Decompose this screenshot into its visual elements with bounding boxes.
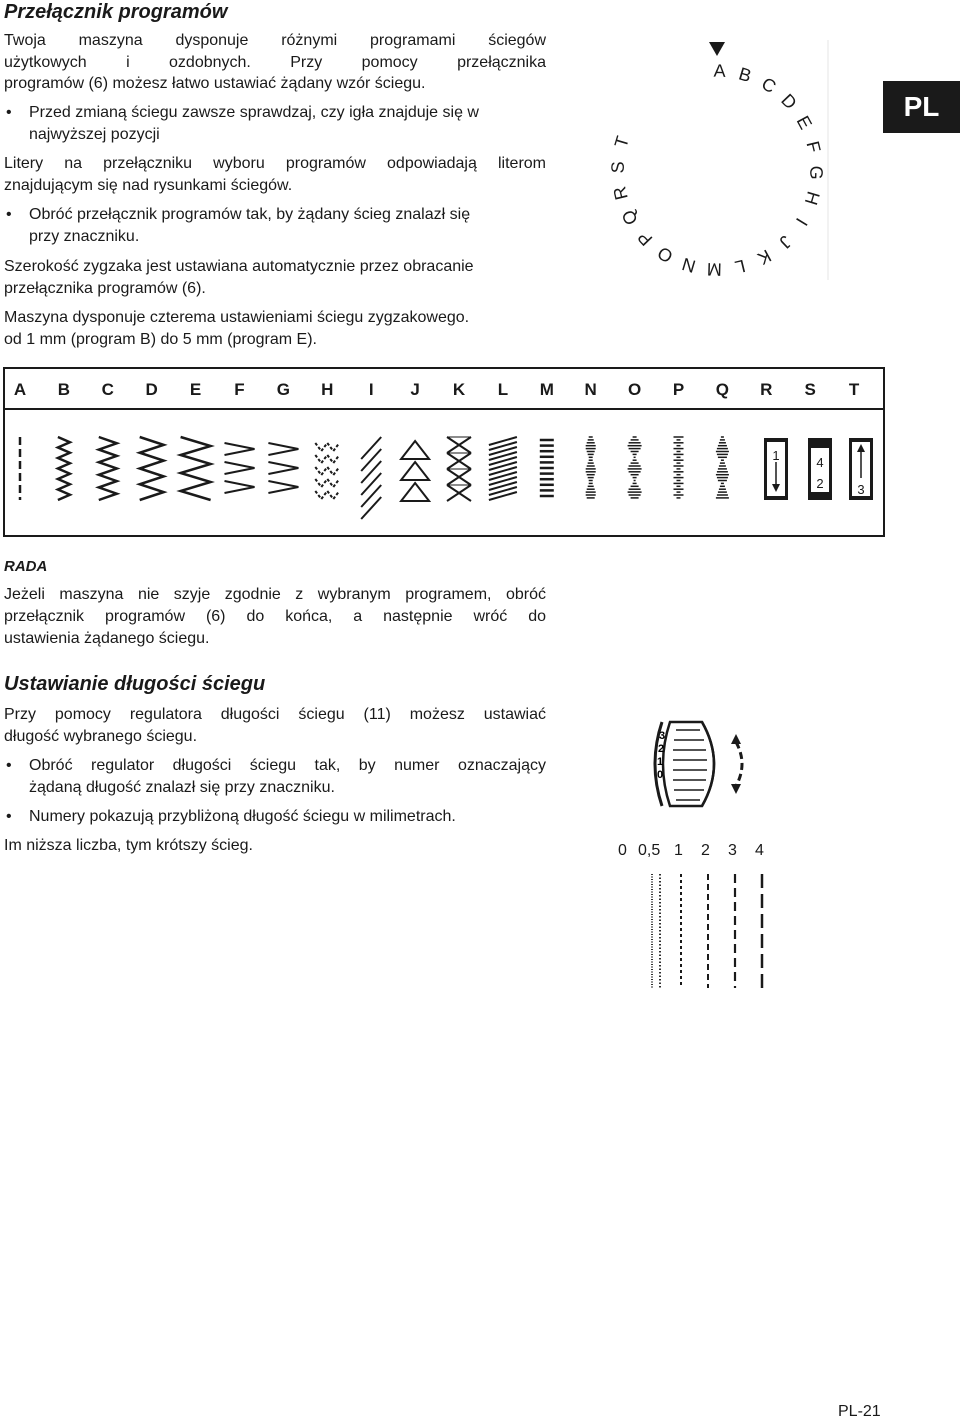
stitch-pattern-M xyxy=(540,440,554,496)
column-header-K: K xyxy=(452,380,466,399)
dial-letter-P: P xyxy=(633,227,657,250)
bullet-needle-position: Przed zmianą ściegu zawsze sprawdzaj, czy igła znajduje się w xyxy=(29,104,479,121)
bullet-dot: • xyxy=(6,808,12,825)
stitch-pattern-D xyxy=(140,437,164,500)
column-header-I: I xyxy=(368,380,374,399)
pattern-box-R xyxy=(764,438,788,500)
dial-letter-B: B xyxy=(736,63,754,87)
column-header-R: R xyxy=(760,380,773,399)
dial-letter-K: K xyxy=(754,245,775,269)
column-header-E: E xyxy=(189,380,202,399)
pattern-box-S xyxy=(808,438,832,500)
dial-letter-D: D xyxy=(777,90,801,114)
column-header-H: H xyxy=(321,380,334,399)
column-header-M: M xyxy=(539,380,554,399)
column-header-A: A xyxy=(13,380,27,399)
dial-letter-Q: Q xyxy=(617,206,642,229)
stitch-pattern-F xyxy=(225,443,255,493)
column-header-F: F xyxy=(234,380,245,399)
column-header-L: L xyxy=(497,380,509,399)
dial-letter-L: L xyxy=(732,255,748,278)
bullet-turn-selector: Obróć przełącznik programów tak, by żądany ścieg znalazł się xyxy=(29,206,471,223)
dial-letter-G: G xyxy=(806,165,827,180)
dial-letter-M: M xyxy=(706,259,723,280)
column-header-S: S xyxy=(804,380,816,399)
stitch-pattern-L xyxy=(489,437,517,500)
language-badge: PL xyxy=(883,81,960,133)
shorter-stitch-note: Im niższa liczba, tym krótszy ścieg. xyxy=(4,837,253,854)
column-header-D: D xyxy=(145,380,158,399)
program-selector-dial xyxy=(600,30,835,285)
dial-letter-A: A xyxy=(713,60,726,81)
zigzag-width-paragraph: Szerokość zygzaka jest ustawiana automatycznie przez obracanie xyxy=(4,258,474,275)
bullet-dot: • xyxy=(6,206,12,223)
tip-label: RADA xyxy=(4,558,48,575)
bullet-turn-selector: przy znaczniku. xyxy=(29,228,140,245)
length-label: 4 xyxy=(755,842,764,859)
pattern-number: 4 xyxy=(816,455,824,470)
section-title-stitch-length: Ustawianie długości ściegu xyxy=(4,673,266,695)
intro-paragraph-line: Twoja maszyna dysponuje różnymi programami ściegów xyxy=(4,32,546,49)
dial-letter-J: J xyxy=(775,231,796,253)
letters-paragraph-line: Litery na przełączniku wyboru programów odpowiadają literom xyxy=(4,155,546,172)
dial-letter-C: C xyxy=(758,73,780,98)
dial-letter-H: H xyxy=(800,189,824,208)
dial-letter-E: E xyxy=(792,112,816,133)
length-label: 2 xyxy=(701,842,710,859)
stitch-pattern-K xyxy=(447,437,471,501)
length-paragraph-line: Przy pomocy regulatora długości ściegu (11) możesz ustawiać xyxy=(4,706,546,723)
dial-letter-T: T xyxy=(610,133,633,150)
length-label: 1 xyxy=(674,842,683,859)
pattern-number: 2 xyxy=(816,476,824,491)
column-header-O: O xyxy=(627,380,642,399)
dial-letter-N: N xyxy=(679,253,698,277)
stitch-pattern-table xyxy=(0,365,886,537)
tip-text-line: Jeżeli maszyna nie szyje zgodnie z wybranym programem, obróć xyxy=(4,586,546,603)
column-header-C: C xyxy=(101,380,114,399)
dial-letter-O: O xyxy=(653,242,677,267)
length-dial-number: 2 xyxy=(657,743,665,755)
stitch-pattern-J xyxy=(401,441,429,501)
column-header-Q: Q xyxy=(715,380,730,399)
letters-paragraph-line: znajdującym się nad rysunkami ściegów. xyxy=(4,177,293,194)
bullet-needle-position: najwyższej pozycji xyxy=(29,126,160,143)
stitch-pattern-E xyxy=(181,437,211,500)
stitch-length-scale xyxy=(612,842,772,992)
pattern-box-T xyxy=(849,438,873,500)
column-header-J: J xyxy=(410,380,420,399)
dial-letter-I: I xyxy=(791,214,812,230)
length-dial-number: 3 xyxy=(658,730,666,742)
stitch-pattern-Q xyxy=(716,437,729,498)
stitch-pattern-I xyxy=(361,437,381,519)
length-paragraph-line: długość wybranego ściegu. xyxy=(4,728,198,745)
stitch-pattern-O xyxy=(628,437,642,498)
section-title-program-selector: Przełącznik programów xyxy=(4,1,228,23)
intro-paragraph-line: użytkowych i ozdobnych. Przy pomocy przełącznika xyxy=(4,54,546,71)
pattern-number: 3 xyxy=(857,482,865,497)
intro-paragraph-line: programów (6) możesz łatwo ustawiać żądany wzór ściegu. xyxy=(4,75,426,92)
column-header-T: T xyxy=(848,380,860,399)
length-dial-number: 1 xyxy=(656,756,664,768)
stitch-pattern-P xyxy=(674,437,684,498)
zigzag-width-paragraph: przełącznika programów (6). xyxy=(4,280,206,297)
tip-text-line: przełącznik programów (6) do końca, a następnie wróć do xyxy=(4,608,546,625)
bullet-dot: • xyxy=(6,757,12,774)
length-label: 0,5 xyxy=(638,842,661,859)
dial-letter-F: F xyxy=(802,139,825,155)
stitch-pattern-H xyxy=(315,443,339,499)
stitch-pattern-G xyxy=(268,443,298,493)
stitch-length-dial xyxy=(640,715,760,815)
column-header-B: B xyxy=(57,380,71,399)
dial-letter-S: S xyxy=(607,161,628,174)
column-header-P: P xyxy=(672,380,685,399)
dial-marker-triangle-icon xyxy=(709,42,725,56)
bullet-dot: • xyxy=(6,104,12,121)
length-dial-number: 0 xyxy=(656,769,664,781)
page-number: PL-21 xyxy=(838,1403,881,1420)
stitch-pattern-B xyxy=(58,437,70,500)
pattern-number: 1 xyxy=(772,448,780,463)
stitch-pattern-C xyxy=(99,437,117,500)
rotate-arrow-icon xyxy=(736,742,742,786)
bullet-turn-length-dial: żądaną długość znalazł się przy znaczniku. xyxy=(29,779,335,796)
bullet-numbers-meaning: Numery pokazują przybliżoną długość ściegu w milimetrach. xyxy=(29,808,456,825)
column-header-G: G xyxy=(276,380,291,399)
dial-letter-R: R xyxy=(609,184,632,202)
length-label: 0 xyxy=(618,842,627,859)
bullet-turn-length-dial: Obróć regulator długości ściegu tak, by numer oznaczający xyxy=(29,757,546,774)
zigzag-settings-paragraph: Maszyna dysponuje czterema ustawieniami ściegu zygzakowego. xyxy=(4,309,470,326)
length-label: 3 xyxy=(728,842,737,859)
stitch-pattern-N xyxy=(586,437,596,498)
tip-text-line: ustawienia żądanego ściegu. xyxy=(4,630,210,647)
column-header-N: N xyxy=(584,380,597,399)
zigzag-settings-paragraph: od 1 mm (program B) do 5 mm (program E). xyxy=(4,331,317,348)
